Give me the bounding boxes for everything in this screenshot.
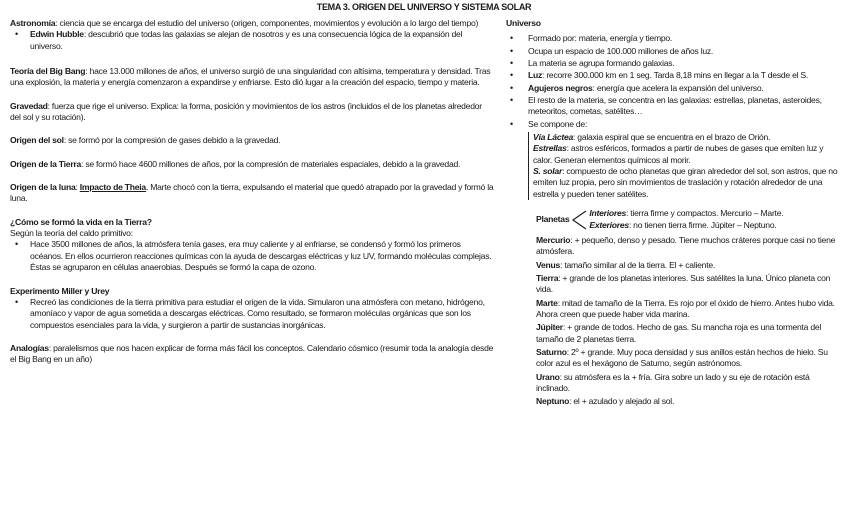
term-origen-sol: Origen del sol	[10, 135, 64, 146]
term-astronomia: Astronomía	[10, 18, 56, 28]
section-analogias	[10, 343, 494, 366]
list-item	[506, 70, 844, 81]
planetas-types	[589, 208, 783, 231]
component-text: : compuesto de ocho planetas que giran alrededor del sol, son astros, que no emiten luz propia, pero sin movimientos de traslación y rotación alrededor de una estrella y pueden tener satélites.	[533, 166, 838, 199]
planet-name: Urano	[536, 371, 560, 382]
component-item	[533, 143, 844, 166]
list-item	[506, 95, 844, 118]
planet-text: : 2º + grande. Muy poca densidad y sus anillos están hechos de hielo. Su color azul es el hexágono de Saturno, según astrónomos.	[536, 346, 828, 369]
experimento-heading: Experimento Miller y Urey	[10, 285, 110, 296]
planet-text: : + grande de los planetas interiores. Sus satélites la luna. Único planeta con vida.	[536, 272, 831, 295]
exteriores-text: : no tienen tierra firme. Júpiter – Neptuno.	[628, 219, 777, 230]
planet-text: : mitad de tamaño de la Tierra. Es rojo por el óxido de hierro. Antes hubo vida. Ahora creen que puede haber vida marina.	[536, 297, 835, 319]
planet-text: : + grande de todos. Hecho de gas. Su mancha roja es una tormenta del tamaño de 2 planetas tierra.	[536, 322, 822, 344]
hubble-text: : descubrió que todas las galaxias se alejan de nosotros y es una consecuencia lógica de la expansión del universo.	[30, 29, 463, 51]
component-term: S. solar	[533, 166, 563, 177]
gravedad-text: : fuerza que rige el universo. Explica: la forma, posición y movimientos de los astros (incluidos el de los planetas alrededor del sol y su rotación).	[10, 100, 482, 123]
universo-heading: Universo	[506, 18, 541, 28]
exteriores-term: Exteriores	[589, 219, 629, 230]
item-text: El resto de la materia, se concentra en las galaxias: estrellas, planetas, asteroides, meteoritos, cometas, satélites…	[528, 95, 822, 117]
planet-item	[536, 347, 844, 370]
planet-item	[536, 322, 844, 345]
planet-item	[536, 372, 844, 395]
list-item	[506, 119, 844, 130]
list-item: • Hace 3500 millones de años, la atmósfera tenía gases, era muy caliente y al enfriarse, se condensó y formó los primeros océanos. En ellos ocurrieron reacciones químicas con la ayuda de descargas eléctricas y luz UV, formando moléculas complejas. Éstas se agruparon en células anaerobias. Después se formó la capa de ozono.	[10, 239, 494, 273]
planet-name: Marte	[536, 297, 558, 308]
origen-tierra-text: : se formó hace 4600 millones de años, por la compresión de materiales espaciales, debido a la gravedad.	[81, 158, 461, 169]
planet-text: : el + azulado y alejado al sol.	[569, 396, 675, 407]
analogias-text: : paralelismos que nos hacen explicar de forma más fácil los conceptos. Calendario cósmico (resumir toda la analogía desde el Big Bang en un año)	[10, 342, 494, 365]
theia-link: Impacto de Theia	[79, 182, 146, 193]
origen-luna-sep: :	[75, 182, 80, 193]
component-text: : galaxia espiral que se encuentra en el brazo de Orión.	[573, 132, 771, 143]
section-origen-tierra	[10, 159, 494, 170]
origen-sol-text: : se formó por la compresión de gases debido a la gravedad.	[63, 135, 281, 146]
list-item	[506, 46, 844, 57]
planet-text: : tamaño similar al de la tierra. El + caliente.	[560, 259, 716, 270]
left-column	[10, 18, 494, 378]
item-text: : energía que acelera la expansión del universo.	[592, 82, 764, 93]
vida-heading: ¿Cómo se formó la vida en la Tierra?	[10, 216, 152, 227]
planet-name: Saturno	[536, 346, 567, 357]
section-gravedad	[10, 101, 494, 124]
universo-list	[506, 33, 844, 130]
list-item: • Recreó las condiciones de la tierra primitiva para estudiar el origen de la vida. Simularon una atmósfera con metano, hidrógeno, amoníaco y vapor de agua sometida a descargas eléctricas. Como resultado, se formaron moléculas orgánicas que son los compuestos esenciales para la vida, y surgieron a partir de sustancias inorgánicas.	[10, 297, 494, 331]
planet-name: Júpiter	[536, 322, 563, 333]
item-term: Agujeros negros	[528, 82, 593, 93]
planet-text: : su atmósfera es la + fría. Gira sobre un lado y su eje de rotación está inclinado.	[536, 371, 810, 393]
section-experimento	[10, 286, 494, 331]
component-item	[533, 132, 844, 143]
list-item	[10, 29, 494, 52]
item-text: La materia se agrupa formando galaxias.	[528, 58, 675, 69]
right-column	[506, 18, 844, 410]
origen-luna-text: . Marte chocó con la tierra, expulsando el material que quedó atrapado por la gravedad y formó la luna.	[10, 182, 494, 204]
astronomia-definition: : ciencia que se encarga del estudio del universo (origen, componentes, movimientos y evolución a lo largo del tiempo)	[55, 18, 479, 28]
component-text: : astros esféricos, formados a partir de nubes de gases que emiten luz y calor. Generan elementos químicos al morir.	[533, 143, 824, 165]
planet-item	[536, 273, 844, 296]
vida-intro: Según la teoría del caldo primitivo:	[10, 228, 133, 239]
planet-list	[536, 235, 844, 408]
interiores-text: : tierra firme y compactos. Mercurio – Marte.	[626, 208, 784, 219]
term-origen-luna: Origen de la luna	[10, 182, 76, 193]
component-item	[533, 166, 844, 200]
planet-name: Tierra	[536, 272, 559, 283]
planet-item	[536, 260, 844, 271]
section-astronomia	[10, 18, 494, 52]
item-text: Formado por: materia, energía y tiempo.	[528, 33, 673, 44]
components-block	[528, 132, 844, 200]
term-analogias: Analogías	[10, 342, 49, 353]
planetas-diagram	[536, 208, 844, 231]
component-term: Vía Láctea	[533, 132, 574, 143]
planet-item	[536, 396, 844, 407]
term-origen-tierra: Origen de la Tierra	[10, 158, 82, 169]
term-hubble: Edwin Hubble	[30, 29, 84, 40]
list-item	[506, 33, 844, 44]
item-term: Luz	[528, 70, 543, 81]
term-big-bang: Teoría del Big Bang	[10, 66, 86, 77]
list-item	[506, 83, 844, 94]
planet-item	[536, 298, 844, 321]
component-term: Estrellas	[533, 143, 567, 154]
planet-name: Venus	[536, 259, 561, 270]
interiores-term: Interiores	[589, 208, 627, 219]
section-origen-luna	[10, 182, 494, 205]
section-vida	[10, 217, 494, 274]
planet-name: Mercurio	[536, 234, 571, 245]
item-text: Ocupa un espacio de 100.000 millones de años luz.	[528, 45, 714, 56]
planetas-label: Planetas	[536, 213, 570, 224]
bracket-icon	[571, 209, 587, 231]
section-big-bang	[10, 66, 494, 89]
page-title: TEMA 3. ORIGEN DEL UNIVERSO Y SISTEMA SOLAR	[316, 2, 532, 12]
planet-name: Neptuno	[536, 396, 570, 407]
planet-item	[536, 235, 844, 258]
term-gravedad: Gravedad	[10, 100, 48, 111]
section-origen-sol	[10, 135, 494, 146]
item-text: Se compone de:	[528, 118, 588, 129]
big-bang-text: : hace 13.000 millones de años, el universo surgió de una singularidad con altísima, temperatura y densidad. Tras una explosión, la materia y energía comenzaron a expandirse y enfriarse. Esto dió lugar a la creación del espacio, tiempo y materia.	[10, 66, 491, 88]
planet-text: : + pequeño, denso y pesado. Tiene muchos cráteres porque casi no tiene atmósfera.	[536, 234, 836, 257]
item-text: : recorre 300.000 km en 1 seg. Tarda 8,18 mins en llegar a la T desde el S.	[542, 70, 809, 81]
list-item	[506, 58, 844, 69]
